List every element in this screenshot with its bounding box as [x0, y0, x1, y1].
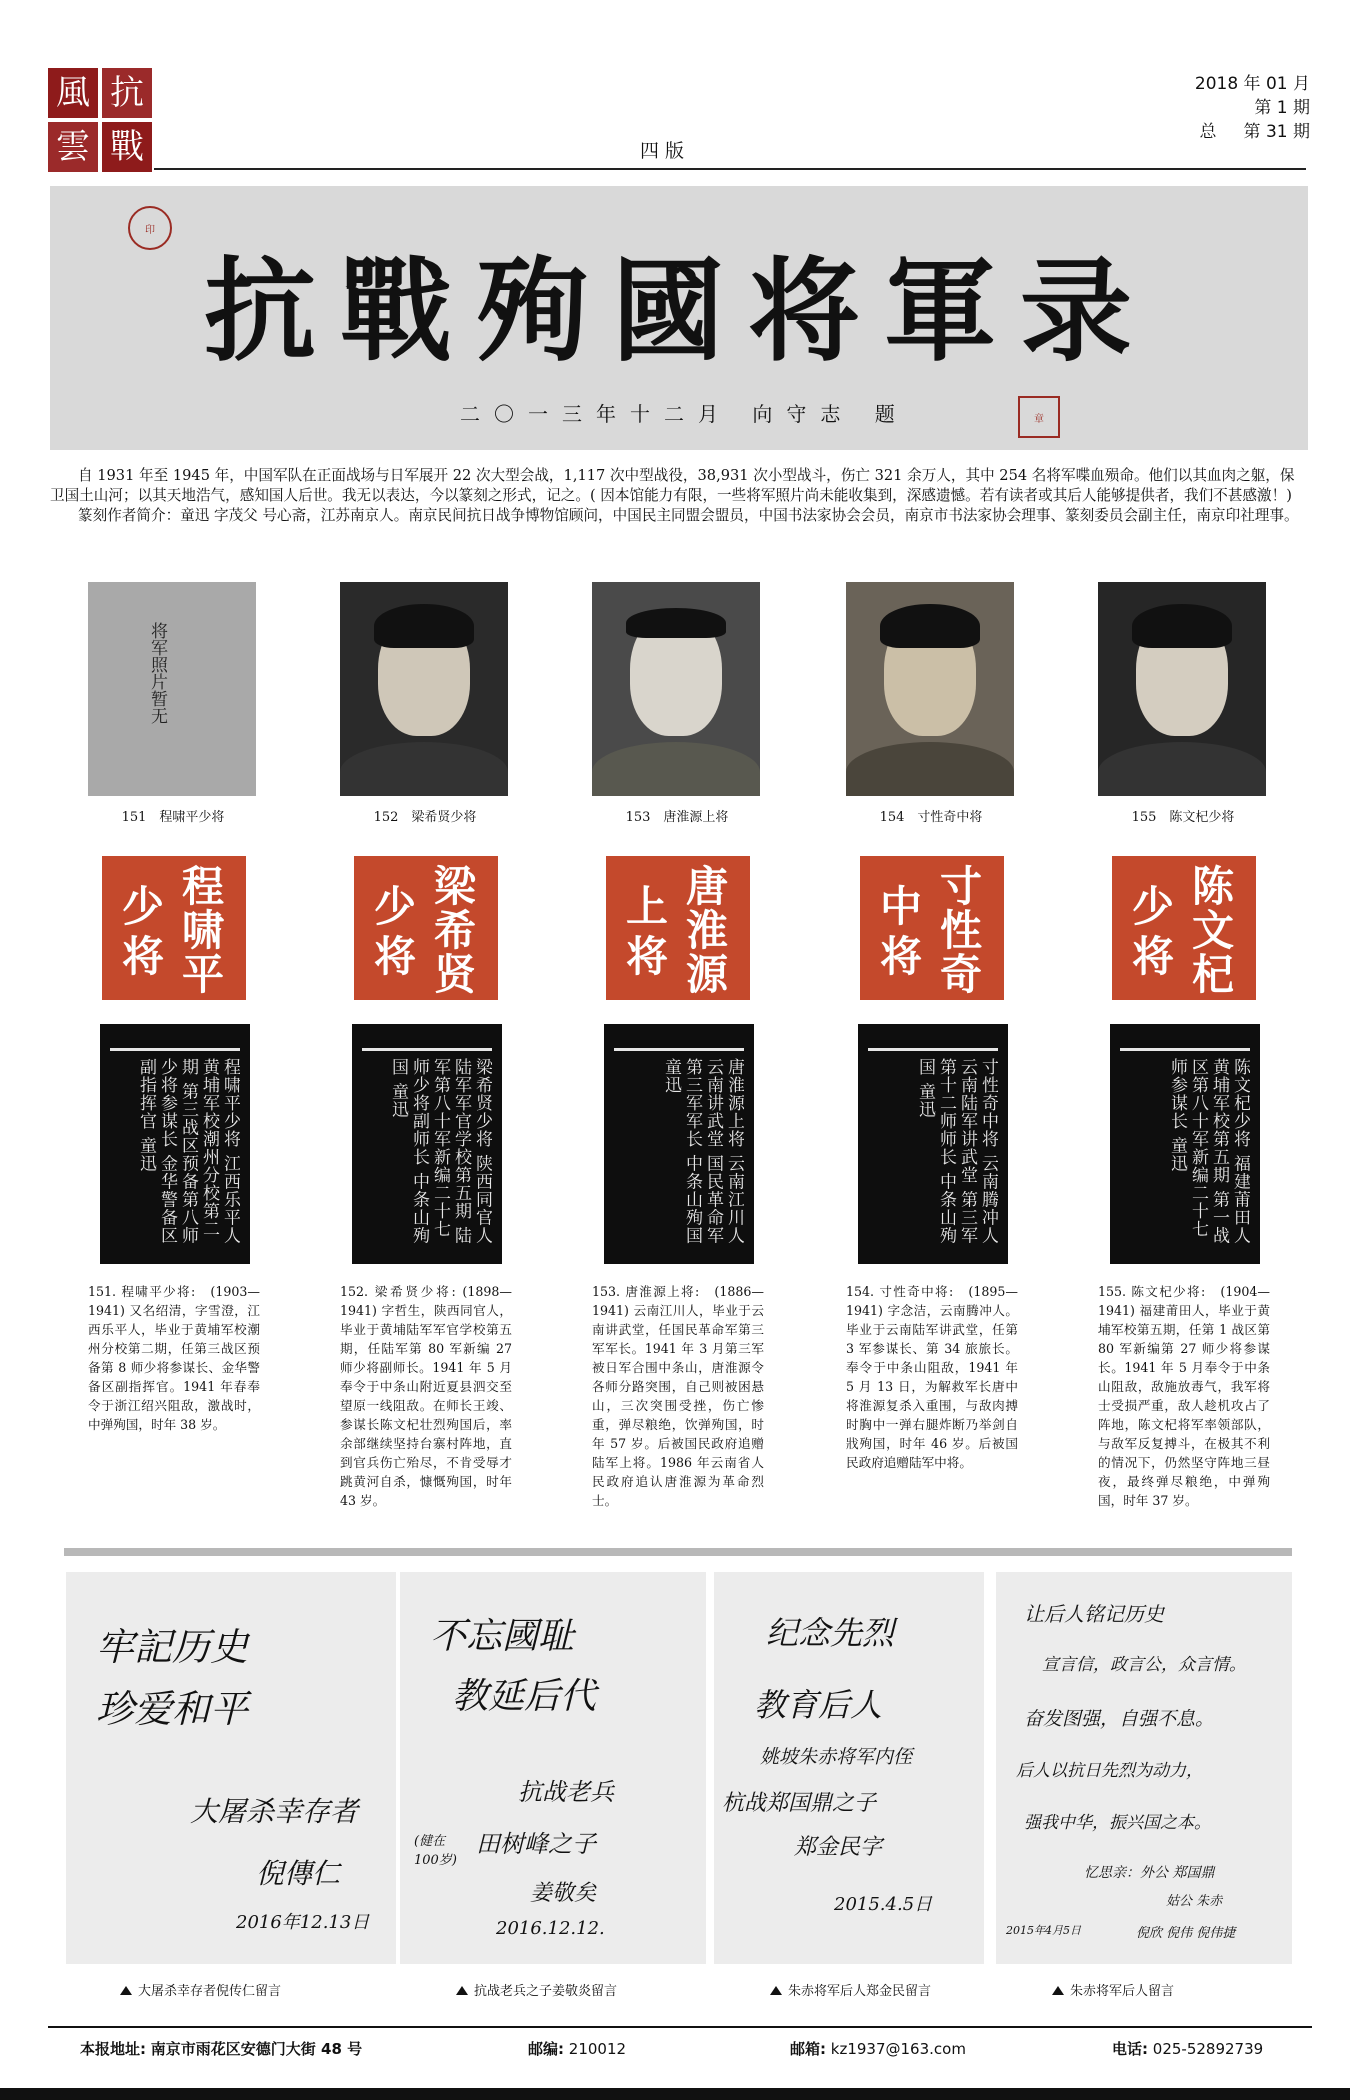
message-line: 姜敬矣	[530, 1881, 597, 1906]
general-photo-placeholder	[88, 582, 256, 796]
message-line: 姑公 朱赤	[1166, 1894, 1223, 1909]
photo-shoulder	[1098, 742, 1266, 796]
message-line: 珍爱和平	[96, 1687, 249, 1731]
inscription-rubbing	[604, 1024, 754, 1264]
bottom-bar	[0, 2088, 1350, 2100]
message-line: 牢記历史	[96, 1625, 249, 1669]
inscription-rubbing	[858, 1024, 1008, 1264]
message-line: 2015年4月5日	[1006, 1924, 1081, 1937]
rubbing-border	[110, 1032, 240, 1051]
photo-hair	[374, 604, 474, 648]
rubbing-text: 梁希贤少将 陕西同官人 陆军军官学校第五期 陆军第八十军新编二十七师少将副师长 中条山殉国 童迅	[388, 1058, 492, 1245]
issue-date: 2018 年 01 月	[1194, 74, 1310, 94]
leading-seal-icon: 印	[128, 206, 172, 250]
seal-char: 少	[1132, 882, 1175, 931]
seal-char: 源	[686, 950, 729, 999]
message-line: 2015.4.5日	[834, 1894, 933, 1915]
photo-shoulder	[846, 742, 1014, 796]
logo-char: 戰	[102, 122, 152, 172]
seal-char: 将	[1132, 932, 1175, 981]
calligraphy-signature: 二〇一三年十二月 向守志 题	[460, 402, 909, 426]
message-caption: 抗战老兵之子姜敬炎留言	[456, 1980, 617, 1999]
photo-shoulder	[340, 742, 508, 796]
seal-char: 唐	[686, 862, 729, 911]
inscription-rubbing	[100, 1024, 250, 1264]
general-caption: 153 唐淮源上将	[625, 810, 729, 825]
issue-number: 第 1 期	[1254, 98, 1310, 118]
footer-phone: 电话: 025-52892739	[1112, 2040, 1264, 2058]
general-photo	[592, 582, 760, 796]
rubbing-text: 寸性奇中将 云南腾冲人 云南陆军讲武堂 第三军第十二师师长 中条山殉国 童迅	[915, 1058, 998, 1245]
seal-char: 将	[374, 932, 417, 981]
seal-char: 淮	[686, 906, 729, 955]
seal-char: 贤	[434, 950, 477, 999]
message-line: 让后人铭记历史	[1024, 1602, 1164, 1626]
rubbing-border	[614, 1032, 744, 1051]
masthead-logo	[48, 68, 152, 172]
issue-info	[1195, 72, 1310, 144]
handwritten-message	[400, 1572, 706, 1964]
message-line: 宣言信，政言公，众言情。	[1042, 1655, 1246, 1675]
engraver-bio: 篆刻作者简介：童迅 字茂父 号心斋，江苏南京人。南京民间抗日战争博物馆顾问，中国民主同盟会盟员，中国书法家协会会员，南京市书法家协会理事、篆刻委员会副主任，南京印社理事。	[78, 507, 1299, 524]
name-seal	[102, 856, 246, 1000]
rubbing-text: 陈文杞少将 福建莆田人 黄埔军校第五期 第一战区第八十军新编二十七师参谋长 童迅	[1167, 1058, 1250, 1245]
masthead-rule	[154, 168, 1306, 170]
seal-char: 奇	[940, 950, 983, 999]
seal-char: 将	[122, 932, 165, 981]
logo-char: 抗	[102, 68, 152, 118]
general-caption: 154 寸性奇中将	[879, 810, 983, 825]
general-bio: 152. 梁希贤少将: (1898—1941) 字哲生，陕西同官人，毕业于黄埔陆军军官学校第五期，任陆军第 80 军新编 27 师少将副师长。1941 年 5 月奉令于中条山附近夏县泗交至望原一线阻敌。在师长王竣、参谋长陈文杞壮烈殉国后，率余部继续坚持台寨村阵地，直到官兵伤亡殆尽，不肯受辱才跳黄河自杀，慷慨殉国，时年 43 岁。	[340, 1284, 512, 1508]
triangle-icon	[770, 1986, 782, 1995]
general-photo	[846, 582, 1014, 796]
inscription-rubbing	[352, 1024, 502, 1264]
message-line: 倪欣 倪伟 倪伟捷	[1136, 1926, 1236, 1941]
seal-char: 性	[940, 906, 983, 955]
seal-char: 将	[880, 932, 923, 981]
rubbing-border	[868, 1032, 998, 1051]
edition-label: 四 版	[640, 140, 685, 162]
message-line: 郑金民字	[794, 1835, 883, 1860]
name-seal	[354, 856, 498, 1000]
rubbing-border	[1120, 1032, 1250, 1051]
message-line: 田树峰之子	[476, 1830, 596, 1858]
triangle-icon	[1052, 1986, 1064, 1995]
name-seal	[860, 856, 1004, 1000]
message-line: 教延后代	[452, 1676, 597, 1717]
photo-shoulder	[592, 742, 760, 796]
general-bio: 153. 唐淮源上将: (1886—1941) 云南江川人，毕业于云南讲武堂，任国民革命军第三军军长。1941 年 3 月第三军被日军合围中条山，唐淮源令各师分路突围，自己则被困悬山，三次突围受挫，伤亡惨重，弹尽粮绝，饮弹殉国，时年 57 岁。后被国民政府追赠陆军上将。1986 年云南省人民政府追认唐淮源为革命烈士。	[592, 1284, 764, 1508]
logo-char: 風	[48, 68, 98, 118]
message-line: 大屠杀幸存者	[190, 1795, 359, 1828]
message-line: 后人以抗日先烈为动力，	[1016, 1761, 1203, 1781]
seal-char: 啸	[182, 906, 225, 955]
message-line: 2016年12.13日	[236, 1912, 370, 1933]
seal-char: 杞	[1192, 950, 1235, 999]
handwritten-message	[996, 1572, 1292, 1964]
page-title: 抗戰殉國将軍录	[204, 246, 1156, 377]
rubbing-text: 程啸平少将 江西乐平人 黄埔军校潮州分校第二期 第三战区预备第八师少将参谋长 金华警备区副指挥官 童迅	[136, 1058, 240, 1245]
general-photo	[340, 582, 508, 796]
message-caption: 朱赤将军后人郑金民留言	[770, 1980, 931, 1999]
message-line: 不忘國耻	[430, 1616, 575, 1657]
photo-hair	[880, 604, 980, 648]
seal-char: 希	[434, 906, 477, 955]
seal-char: 程	[182, 862, 225, 911]
general-caption: 152 梁希贤少将	[373, 810, 477, 825]
footer-email: 邮箱: kz1937@163.com	[790, 2040, 966, 2058]
message-line: 抗战老兵	[518, 1778, 614, 1806]
triangle-icon	[456, 1986, 468, 1995]
message-line: 强我中华，振兴国之本。	[1024, 1813, 1211, 1833]
seal-char: 陈	[1192, 862, 1235, 911]
handwritten-message	[66, 1572, 396, 1964]
seal-char: 中	[880, 882, 923, 931]
photo-hair	[626, 608, 726, 638]
footer-postcode: 邮编: 210012	[528, 2040, 627, 2058]
footer-address: 本报地址: 南京市雨花区安德门大街 48 号	[80, 2040, 363, 2058]
footer-rule	[48, 2026, 1312, 2028]
message-caption: 大屠杀幸存者倪传仁留言	[120, 1980, 281, 1999]
message-line: 杭战郑国鼎之子	[722, 1791, 877, 1816]
message-line: 倪傳仁	[256, 1857, 341, 1890]
message-line: 忆思亲：外公 郑国鼎	[1084, 1865, 1215, 1881]
seal-char: 寸	[940, 862, 983, 911]
seal-char: 梁	[434, 862, 477, 911]
seal-char: 少	[122, 882, 165, 931]
intro-paragraph: 自 1931 年至 1945 年，中国军队在正面战场与日军展开 22 次大型会战，1,117 次中型战役，38,931 次小型战斗，伤亡 321 余万人，其中 254 名将军喋血殒命。他们以其血肉之躯，保卫国土山河；以其天地浩气，感知国人后世。我无以表达，今以篆刻之形式，记之。( 因本馆能力有限，一些将军照片尚未能收集到，深感遗憾。若有读者或其后人能够提供者，我们不甚感激！)	[50, 467, 1295, 504]
message-line: 姚坡朱赤将军内侄	[760, 1746, 913, 1768]
title-banner	[50, 186, 1308, 450]
message-line: 教育后人	[754, 1686, 883, 1724]
message-caption: 朱赤将军后人留言	[1052, 1980, 1174, 1999]
photo-missing-note: 将军照片暂无	[147, 622, 167, 724]
seal-char: 将	[626, 932, 669, 981]
message-line: (健在100岁)	[414, 1834, 457, 1868]
photo-hair	[1132, 604, 1232, 648]
intro-text	[50, 466, 1308, 526]
section-divider	[64, 1548, 1292, 1556]
general-caption: 155 陈文杞少将	[1131, 810, 1235, 825]
name-seal	[1112, 856, 1256, 1000]
general-bio: 154. 寸性奇中将: (1895—1941) 字念洁，云南腾冲人。毕业于云南陆军讲武堂，任第 3 军参谋长、第 34 旅旅长。奉令于中条山阻敌，1941 年 5 月 13 日，为解救军长唐中将淮源复杀入重围，与敌肉搏时胸中一弹右腿炸断乃举剑自戕殉国，时年 46 岁。后被国民政府追赠陆军中将。	[846, 1284, 1018, 1470]
signature-seal-icon: 章	[1018, 396, 1060, 438]
general-bio: 151. 程啸平少将: (1903—1941) 又名绍清，字雪澄，江西乐平人，毕业于黄埔军校潮州分校第二期，任第三战区预备第 8 师少将参谋长、金华警备区副指挥官。1941 年春奉令于浙江绍兴阻敌，激战时，中弹殉国，时年 38 岁。	[88, 1284, 260, 1432]
logo-char: 雲	[48, 122, 98, 172]
inscription-rubbing	[1110, 1024, 1260, 1264]
rubbing-text: 唐淮源上将 云南江川人 云南讲武堂 国民革命军第三军军长 中条山殉国 童迅	[661, 1058, 744, 1245]
issue-total: 总 第 31 期	[1199, 122, 1310, 142]
seal-char: 平	[182, 950, 225, 999]
general-photo	[1098, 582, 1266, 796]
message-line: 2016.12.12.	[496, 1918, 605, 1939]
message-line: 纪念先烈	[766, 1614, 895, 1652]
name-seal	[606, 856, 750, 1000]
handwritten-message	[714, 1572, 984, 1964]
triangle-icon	[120, 1986, 132, 1995]
general-bio: 155. 陈文杞少将: (1904—1941) 福建莆田人，毕业于黄埔军校第五期，任第 1 战区第 80 军新编第 27 师少将参谋长。1941 年 5 月奉令于中条山阻敌，敌施放毒气，我军将士受损严重，敌人趁机攻占了阵地，陈文杞将军率领部队，与敌军反复搏斗，在极其不利的情况下，仍然坚守阵地三昼夜，最终弹尽粮绝，中弹殉国，时年 37 岁。	[1098, 1284, 1270, 1508]
general-caption: 151 程啸平少将	[121, 810, 225, 825]
rubbing-border	[362, 1032, 492, 1051]
message-line: 奋发图强，自强不息。	[1024, 1708, 1215, 1730]
seal-char: 文	[1192, 906, 1235, 955]
seal-char: 上	[626, 882, 669, 931]
seal-char: 少	[374, 882, 417, 931]
